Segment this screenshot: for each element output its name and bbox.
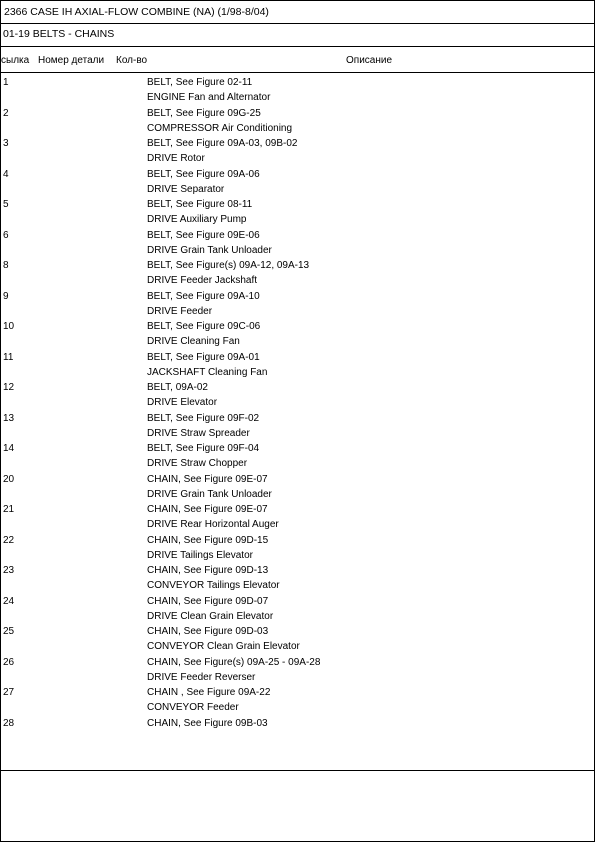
ref-number: 14	[3, 443, 15, 454]
part-application: CONVEYOR Clean Grain Elevator	[147, 641, 300, 653]
ref-number: 27	[3, 687, 15, 698]
part-application: DRIVE Grain Tank Unloader	[147, 488, 272, 500]
part-description: BELT, See Figure 09E-06	[147, 229, 260, 241]
column-header-description: Описание	[346, 55, 393, 66]
part-application: DRIVE Tailings Elevator	[147, 549, 253, 561]
part-application: DRIVE Separator	[147, 183, 225, 195]
ref-number: 24	[3, 595, 15, 607]
part-application: DRIVE Rotor	[147, 153, 205, 165]
part-description: CHAIN, See Figure 09B-03	[147, 717, 268, 729]
ref-number: 3	[3, 138, 9, 149]
ref-number: 1	[3, 77, 9, 88]
part-application: DRIVE Feeder Jackshaft	[147, 275, 258, 287]
ref-number: 2	[3, 107, 9, 119]
ref-number: 10	[3, 321, 15, 332]
part-description: BELT, See Figure 09G-25	[147, 107, 261, 119]
ref-number: 22	[3, 534, 15, 546]
part-description: BELT, See Figure 09A-01	[147, 351, 260, 363]
divider	[0, 770, 595, 771]
ref-number: 23	[3, 565, 15, 576]
part-description: CHAIN, See Figure 09E-07	[147, 473, 268, 485]
ref-number: 5	[3, 199, 9, 210]
ref-number: 4	[3, 168, 9, 180]
part-application: DRIVE Rear Horizontal Auger	[147, 519, 279, 531]
part-application: DRIVE Elevator	[147, 397, 218, 409]
part-application: DRIVE Cleaning Fan	[147, 336, 240, 348]
part-description: BELT, See Figure 02-11	[147, 77, 253, 88]
part-description: BELT, See Figure 09A-10	[147, 290, 260, 302]
part-description: BELT, See Figure 09F-02	[147, 412, 260, 424]
ref-number: 20	[3, 473, 15, 485]
part-description: BELT, See Figure(s) 09A-12, 09A-13	[147, 260, 310, 271]
ref-number: 6	[3, 229, 9, 241]
part-description: BELT, See Figure 09C-06	[147, 321, 261, 332]
part-application: DRIVE Clean Grain Elevator	[147, 610, 274, 622]
ref-number: 21	[3, 504, 15, 515]
ref-number: 9	[3, 290, 9, 302]
part-application: ENGINE Fan and Alternator	[147, 92, 271, 104]
part-application: JACKSHAFT Cleaning Fan	[147, 366, 268, 378]
part-application: DRIVE Straw Chopper	[147, 458, 248, 470]
part-application: DRIVE Feeder Reverser	[147, 671, 256, 683]
part-application: DRIVE Straw Spreader	[147, 427, 250, 439]
part-application: DRIVE Feeder	[147, 305, 213, 317]
part-application: DRIVE Grain Tank Unloader	[147, 244, 272, 256]
part-description: CHAIN, See Figure 09E-07	[147, 504, 268, 515]
part-description: CHAIN, See Figure 09D-07	[147, 595, 269, 607]
column-header-part-number: Номер детали	[38, 55, 105, 66]
column-header-ref: сылка	[1, 55, 30, 66]
part-description: BELT, See Figure 09A-06	[147, 168, 260, 180]
part-application: CONVEYOR Tailings Elevator	[147, 580, 280, 592]
section-title: 01-19 BELTS - CHAINS	[3, 28, 115, 40]
part-application: CONVEYOR Feeder	[147, 702, 239, 714]
ref-number: 28	[3, 717, 15, 729]
ref-number: 8	[3, 260, 9, 271]
part-description: CHAIN, See Figure 09D-03	[147, 626, 269, 637]
part-description: BELT, 09A-02	[147, 382, 208, 393]
ref-number: 25	[3, 626, 15, 637]
part-description: BELT, See Figure 09A-03, 09B-02	[147, 138, 298, 149]
ref-number: 26	[3, 656, 15, 668]
ref-number: 13	[3, 412, 15, 424]
ref-number: 11	[3, 351, 14, 363]
part-description: CHAIN , See Figure 09A-22	[147, 687, 271, 698]
part-description: CHAIN, See Figure(s) 09A-25 - 09A-28	[147, 656, 321, 668]
part-application: COMPRESSOR Air Conditioning	[147, 122, 293, 134]
part-description: CHAIN, See Figure 09D-15	[147, 534, 269, 546]
part-application: DRIVE Auxiliary Pump	[147, 214, 247, 226]
ref-number: 12	[3, 382, 15, 393]
part-description: CHAIN, See Figure 09D-13	[147, 565, 269, 576]
divider	[0, 72, 595, 73]
divider	[0, 23, 595, 24]
document-title: 2366 CASE IH AXIAL-FLOW COMBINE (NA) (1/98-8/04)	[4, 6, 269, 18]
divider	[0, 46, 595, 47]
column-header-qty: Кол-во	[116, 55, 148, 66]
part-description: BELT, See Figure 08-11	[147, 199, 253, 210]
part-description: BELT, See Figure 09F-04	[147, 443, 260, 454]
